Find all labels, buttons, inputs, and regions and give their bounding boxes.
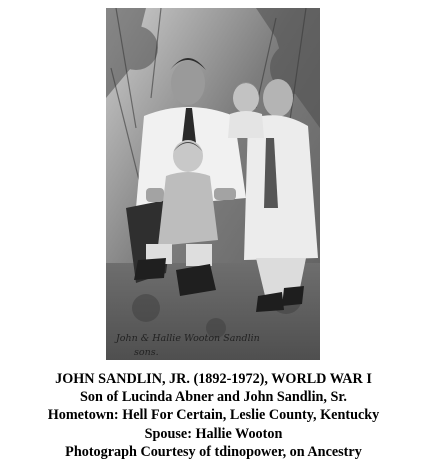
caption-title: JOHN SANDLIN, JR. (1892-1972), WORLD WAR I bbox=[55, 371, 372, 387]
caption-parents: Son of Lucinda Abner and John Sandlin, Sr. bbox=[80, 389, 347, 406]
caption-spouse: Spouse: Hallie Wooton bbox=[144, 425, 283, 442]
caption-credit: Photograph Courtesy of tdinopower, on Ancestry bbox=[65, 443, 362, 460]
photo-inscription-line2: sons. bbox=[134, 347, 159, 358]
family-photograph bbox=[106, 8, 320, 360]
photo-inscription-line1: John & Hallie Wooton Sandlin bbox=[116, 333, 260, 344]
photo-caption bbox=[0, 370, 427, 461]
caption-hometown: Hometown: Hell For Certain, Leslie County, Kentucky bbox=[47, 407, 380, 424]
